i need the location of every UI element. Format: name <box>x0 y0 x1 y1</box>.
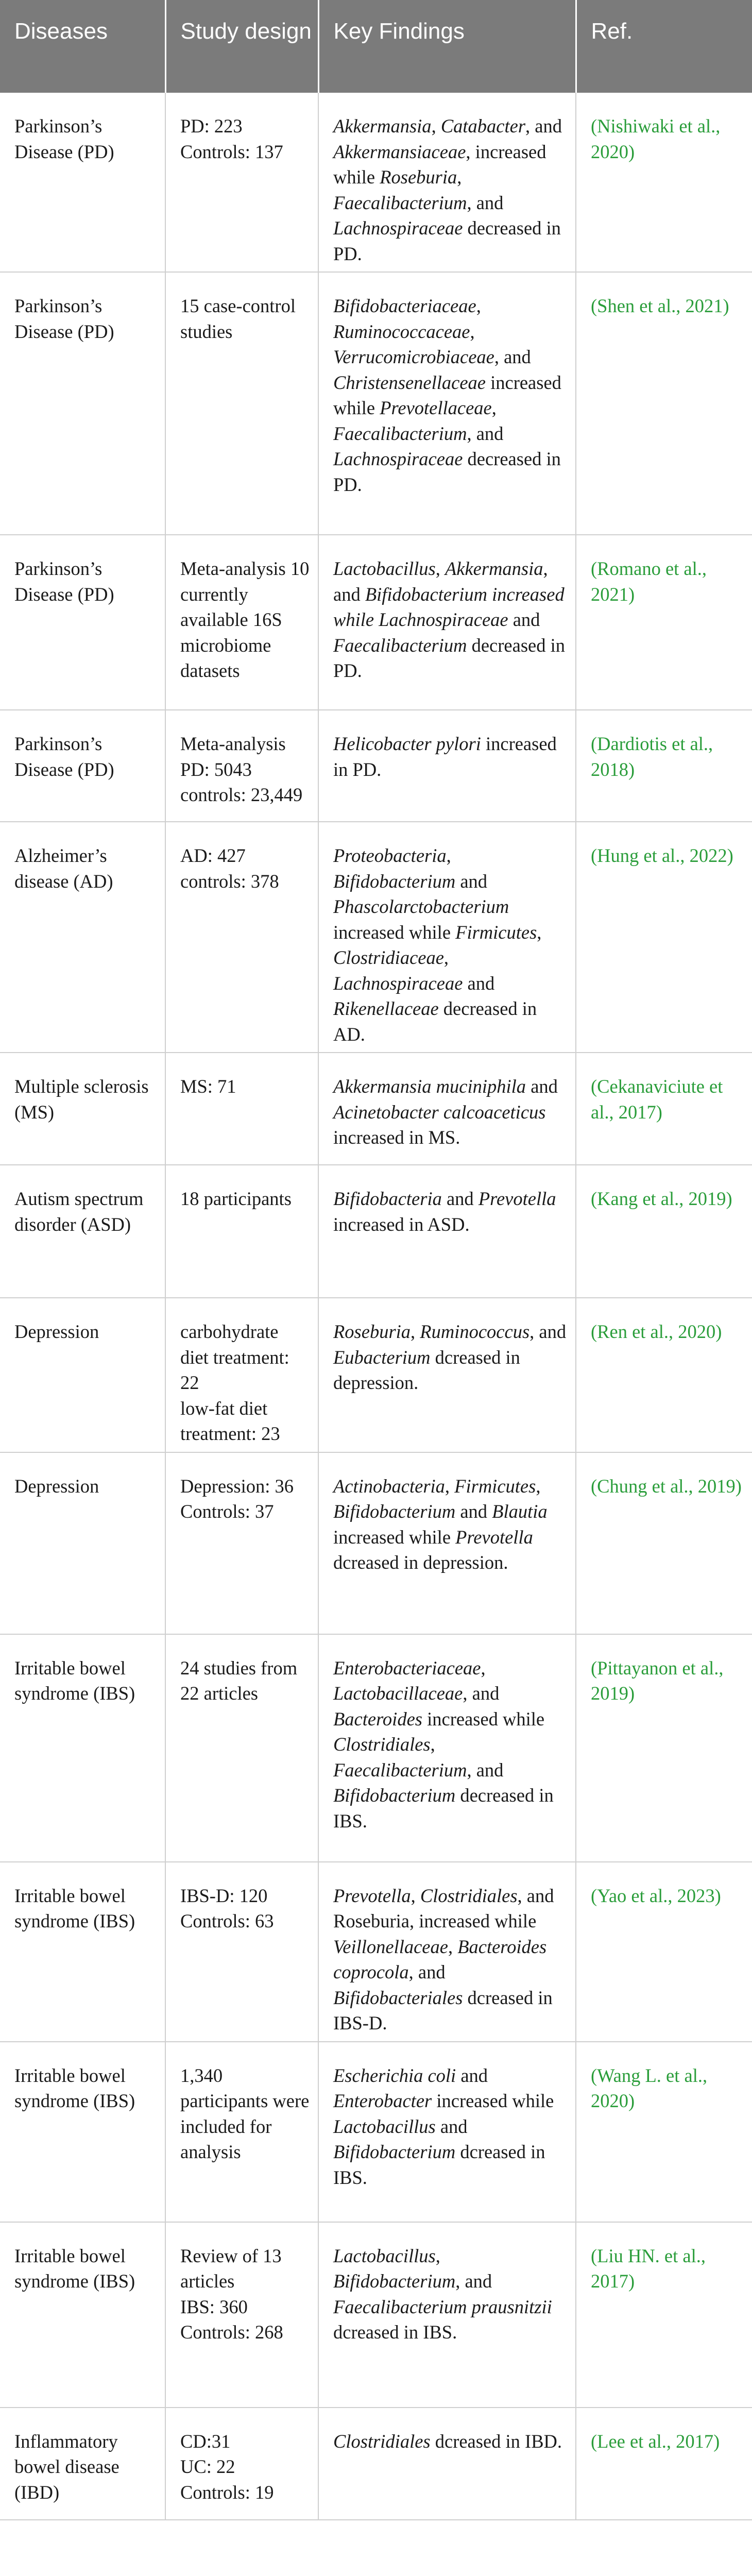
taxon-name: Roseburia <box>380 166 457 188</box>
table-body <box>0 93 752 2520</box>
key-findings-cell <box>318 1452 576 1634</box>
taxon-name: Bifidobacterium <box>333 2141 456 2162</box>
reference-cell <box>576 1452 752 1634</box>
findings-text: and <box>526 1076 558 1097</box>
study-design-cell <box>165 2222 318 2408</box>
taxon-name: Bifidobacterium <box>333 2270 456 2292</box>
findings-text: increased in PD. <box>333 733 557 780</box>
disease-cell: Parkinson’s Disease (PD) <box>0 272 165 535</box>
study-design-cell <box>165 2408 318 2520</box>
findings-text: decreased in AD. <box>333 998 537 1045</box>
table-row <box>0 710 752 822</box>
taxon-name: Enterobacter <box>333 2090 432 2111</box>
taxon-name: Roseburia <box>333 1321 411 1342</box>
taxon-name: Helicobacter pylori <box>333 733 481 754</box>
taxon-name: Lachnospiraceae <box>333 217 463 239</box>
taxon-name: Faecalibacterium <box>333 422 467 444</box>
taxon-name: Akkermansia muciniphila <box>333 1076 526 1097</box>
taxon-name: Ruminococcaceae <box>333 320 470 342</box>
taxon-name: Prevotella <box>478 1188 556 1209</box>
taxon-name: Catabacter <box>440 115 526 137</box>
header-study-design: Study design <box>165 0 318 93</box>
taxon-name: Faecalibacterium prausnitzii <box>333 2296 552 2317</box>
taxon-name: Veillonellaceae <box>333 1936 448 1957</box>
findings-text: , <box>411 1885 420 1906</box>
reference-link[interactable]: (Cekanaviciute et al., 2017) <box>591 1076 723 1123</box>
taxon-name: Firmicutes <box>455 921 537 943</box>
study-design-cell <box>165 535 318 710</box>
taxon-name: Blautia <box>492 1501 548 1522</box>
reference-link[interactable]: (Wang L. et al., 2020) <box>591 2064 708 2111</box>
reference-link[interactable]: (Ren et al., 2020) <box>591 1321 722 1342</box>
reference-cell <box>576 1298 752 1452</box>
taxon-name: Clostridiales <box>333 2430 431 2452</box>
findings-text: , and Roseburia, increased while <box>333 1885 554 1931</box>
reference-cell <box>576 1634 752 1862</box>
table-row <box>0 93 752 272</box>
findings-text: , and <box>494 346 531 367</box>
findings-text: , and <box>467 422 504 444</box>
taxon-name: Bifidobacterium <box>333 1501 456 1522</box>
findings-text: , <box>430 1734 435 1755</box>
study-design-line: 1,340 participants were included for analysis <box>180 2064 310 2162</box>
disease-cell: Irritable bowel syndrome (IBS) <box>0 2042 165 2222</box>
findings-text: and <box>435 2115 468 2137</box>
key-findings-cell <box>318 1862 576 2042</box>
reference-link[interactable]: (Kang et al., 2019) <box>591 1188 732 1209</box>
taxon-name: Bifidobacterium increased while Lachnospiraceae <box>333 583 565 630</box>
taxon-name: Lactobacillaceae <box>333 1683 463 1704</box>
table-row <box>0 2222 752 2408</box>
findings-text: , <box>537 921 542 943</box>
study-design-line: CD:31 <box>180 2430 231 2452</box>
header-row <box>0 0 752 93</box>
header-diseases: Diseases <box>0 0 165 93</box>
findings-text: decreased in PD. <box>333 448 561 495</box>
key-findings-cell <box>318 710 576 822</box>
taxon-name: Clostridiales <box>333 1734 431 1755</box>
findings-text: increased in ASD. <box>333 1213 470 1235</box>
findings-text: decreased in PD. <box>333 634 565 681</box>
key-findings-cell <box>318 2042 576 2222</box>
study-design-line: Depression: 36 <box>180 1475 294 1497</box>
reference-cell <box>576 2408 752 2520</box>
taxon-name: Bifidobacterium <box>333 1785 456 1806</box>
findings-text: , <box>431 115 441 137</box>
study-design-line: PD: 223 <box>180 115 243 137</box>
findings-text: and <box>463 972 495 994</box>
table-row <box>0 272 752 535</box>
study-design-line: Controls: 268 <box>180 2321 283 2343</box>
findings-text: dcreased in depression. <box>333 1346 520 1393</box>
disease-cell: Inflammatory bowel disease (IBD) <box>0 2408 165 2520</box>
findings-text: , <box>445 1475 455 1497</box>
study-design-line: MS: 71 <box>180 1076 236 1097</box>
study-design-line: UC: 22 <box>180 2456 235 2477</box>
study-design-line: IBS: 360 <box>180 2296 248 2317</box>
reference-cell <box>576 2042 752 2222</box>
findings-text: , and <box>333 558 548 605</box>
reference-link[interactable]: (Pittayanon et al., 2019) <box>591 1657 724 1704</box>
findings-text: increased while <box>333 1526 456 1548</box>
taxon-name: Clostridiaceae <box>333 947 444 968</box>
taxon-name: Escherichia coli <box>333 2064 456 2086</box>
taxon-name: Eubacterium <box>333 1346 431 1368</box>
study-design-cell <box>165 1862 318 2042</box>
reference-cell <box>576 1053 752 1165</box>
disease-cell: Depression <box>0 1452 165 1634</box>
taxon-name: Prevotella <box>333 1885 411 1906</box>
disease-cell: Multiple sclerosis (MS) <box>0 1053 165 1165</box>
taxon-name: Akkermansia <box>445 558 543 579</box>
study-design-line: 15 case-control studies <box>180 295 296 342</box>
study-design-line: 18 participants <box>180 1188 292 1209</box>
table-row <box>0 1452 752 1634</box>
reference-cell <box>576 822 752 1053</box>
reference-cell <box>576 535 752 710</box>
reference-link[interactable]: (Liu HN. et al., 2017) <box>591 2245 706 2292</box>
disease-cell: Parkinson’s Disease (PD) <box>0 710 165 822</box>
taxon-name: Verrucomicrobiaceae <box>333 346 494 367</box>
findings-text: and <box>441 1188 478 1209</box>
disease-cell: Depression <box>0 1298 165 1452</box>
study-design-cell <box>165 93 318 272</box>
taxon-name: Prevotella <box>455 1526 533 1548</box>
findings-text: and <box>508 609 540 630</box>
table-row <box>0 1298 752 1452</box>
study-design-line: AD: 427 <box>180 845 246 866</box>
reference-link[interactable]: (Nishiwaki et al., 2020) <box>591 115 721 162</box>
disease-cell: Irritable bowel syndrome (IBS) <box>0 1862 165 2042</box>
taxon-name: Bifidobacteriaceae <box>333 295 476 316</box>
study-design-line: Controls: 137 <box>180 141 283 162</box>
study-design-cell <box>165 822 318 1053</box>
findings-text: decreased in PD. <box>333 217 561 264</box>
taxon-name: Bifidobacteria <box>333 1188 442 1209</box>
findings-text: dcreased in IBS. <box>333 2321 457 2343</box>
findings-text: decreased in IBS. <box>333 1785 554 1832</box>
taxon-name: Acinetobacter calcoaceticus <box>333 1101 546 1123</box>
reference-cell <box>576 272 752 535</box>
reference-cell <box>576 710 752 822</box>
study-design-line: low-fat diet treatment: 23 <box>180 1397 280 1444</box>
findings-text: , and <box>463 1683 500 1704</box>
taxon-name: Faecalibacterium <box>333 192 467 213</box>
key-findings-cell <box>318 93 576 272</box>
taxon-name: Clostridiales <box>420 1885 518 1906</box>
disease-cell: Irritable bowel syndrome (IBS) <box>0 2222 165 2408</box>
taxon-name: Lactobacillus <box>333 2245 436 2266</box>
header-ref: Ref. <box>576 0 752 93</box>
findings-text: increased while <box>333 921 456 943</box>
key-findings-cell <box>318 2408 576 2520</box>
taxon-name: Phascolarctobacterium <box>333 896 509 917</box>
key-findings-cell <box>318 1053 576 1165</box>
reference-cell <box>576 93 752 272</box>
findings-text: and <box>455 870 488 892</box>
taxon-name: Actinobacteria <box>333 1475 445 1497</box>
key-findings-cell <box>318 1634 576 1862</box>
findings-text: , and <box>467 1759 504 1781</box>
table-row <box>0 822 752 1053</box>
reference-link[interactable]: (Yao et al., 2023) <box>591 1885 721 1906</box>
reference-link[interactable]: (Shen et al., 2021) <box>591 295 729 316</box>
findings-text: , <box>491 397 497 418</box>
study-design-line: Controls: 37 <box>180 1501 274 1522</box>
taxon-name: Lactobacillus <box>333 558 436 579</box>
table-row <box>0 1634 752 1862</box>
taxon-name: Lachnospiraceae <box>333 448 463 469</box>
findings-text: dcreased in IBS. <box>333 2141 545 2188</box>
study-design-line: IBS-D: 120 <box>180 1885 268 1906</box>
taxon-name: Bacteroides <box>333 1708 422 1730</box>
findings-text: , <box>457 166 462 188</box>
reference-link[interactable]: (Dardiotis et al., 2018) <box>591 733 713 780</box>
taxon-name: Akkermansia <box>333 115 432 137</box>
findings-text: , increased while <box>333 141 546 188</box>
taxon-name: Ruminococcus <box>420 1321 530 1342</box>
taxon-name: Lachnospiraceae <box>333 972 463 994</box>
study-design-cell <box>165 1053 318 1165</box>
taxon-name: Christensenellaceae <box>333 371 486 393</box>
taxon-name: Enterobacteriaceae <box>333 1657 481 1679</box>
findings-text: , and <box>525 115 562 137</box>
disease-cell: Parkinson’s Disease (PD) <box>0 535 165 710</box>
reference-link[interactable]: (Romano et al., 2021) <box>591 558 707 605</box>
findings-text: , <box>481 1657 486 1679</box>
study-design-line: Controls: 19 <box>180 2481 274 2503</box>
study-design-cell <box>165 272 318 535</box>
key-findings-cell <box>318 1298 576 1452</box>
study-design-cell <box>165 710 318 822</box>
study-design-cell <box>165 1165 318 1298</box>
study-design-line: Meta-analysis PD: 5043 controls: 23,449 <box>180 733 303 805</box>
findings-text: , and <box>408 1961 446 1982</box>
study-design-cell <box>165 1452 318 1634</box>
findings-text: and <box>456 2064 488 2086</box>
study-design-line: 24 studies from 22 articles <box>180 1657 298 1704</box>
taxon-name: Faecalibacterium <box>333 634 467 656</box>
taxon-name: Rikenellaceae <box>333 998 439 1019</box>
findings-text: , <box>446 845 451 866</box>
findings-text: increased while <box>422 1708 545 1730</box>
findings-text: , <box>435 558 445 579</box>
study-design-cell <box>165 2042 318 2222</box>
reference-cell <box>576 1165 752 1298</box>
reference-cell <box>576 2222 752 2408</box>
findings-text: dcreased in IBD. <box>430 2430 562 2452</box>
findings-text: , <box>476 295 481 316</box>
table-row <box>0 2408 752 2520</box>
study-design-line: controls: 378 <box>180 870 279 892</box>
taxon-name: Firmicutes <box>454 1475 536 1497</box>
taxon-name: Proteobacteria <box>333 845 447 866</box>
study-design-line: carbohydrate diet treatment: 22 <box>180 1321 289 1393</box>
key-findings-cell <box>318 535 576 710</box>
taxon-name: Lactobacillus <box>333 2115 436 2137</box>
table-row <box>0 1053 752 1165</box>
taxon-name: Bifidobacterium <box>333 870 456 892</box>
findings-text: , <box>448 1936 458 1957</box>
reference-link[interactable]: (Lee et al., 2017) <box>591 2430 720 2452</box>
disease-cell: Autism spectrum disorder (ASD) <box>0 1165 165 1298</box>
taxon-name: Bifidobacteriales <box>333 1987 463 2008</box>
findings-text: , and <box>467 192 504 213</box>
reference-link[interactable]: (Hung et al., 2022) <box>591 845 733 866</box>
table-row <box>0 2042 752 2222</box>
disease-cell: Irritable bowel syndrome (IBS) <box>0 1634 165 1862</box>
table-row <box>0 1165 752 1298</box>
findings-text: increased in MS. <box>333 1127 460 1148</box>
findings-text: , and <box>455 2270 492 2292</box>
taxon-name: Akkermansiaceae <box>333 141 466 162</box>
findings-text: , <box>411 1321 420 1342</box>
header-key-findings: Key Findings <box>318 0 576 93</box>
key-findings-cell <box>318 2222 576 2408</box>
key-findings-cell <box>318 1165 576 1298</box>
findings-text: , <box>443 947 449 968</box>
table-row <box>0 535 752 710</box>
findings-text: , and <box>529 1321 567 1342</box>
taxon-name: Faecalibacterium <box>333 1759 467 1781</box>
study-design-line: Controls: 63 <box>180 1910 274 1931</box>
disease-cell: Parkinson’s Disease (PD) <box>0 93 165 272</box>
study-design-line: Review of 13 articles <box>180 2245 282 2292</box>
disease-cell: Alzheimer’s disease (AD) <box>0 822 165 1053</box>
key-findings-cell <box>318 822 576 1053</box>
study-design-line: Meta-analysis 10 currently available 16S microbiome datasets <box>180 558 310 681</box>
table-row <box>0 1862 752 2042</box>
findings-text: increased while <box>333 371 561 418</box>
findings-text: , <box>470 320 475 342</box>
reference-cell <box>576 1862 752 2042</box>
findings-text: and <box>455 1501 492 1522</box>
study-design-cell <box>165 1634 318 1862</box>
findings-text: , <box>435 2245 440 2266</box>
key-findings-cell <box>318 272 576 535</box>
taxon-name: Prevotellaceae <box>380 397 492 418</box>
findings-text: dcreased in IBS-D. <box>333 1987 553 2033</box>
reference-link[interactable]: (Chung et al., 2019) <box>591 1475 742 1497</box>
findings-text: dcreased in depression. <box>333 1552 508 1573</box>
findings-text: , <box>536 1475 541 1497</box>
taxon-name: Bacteroides coprocola <box>333 1936 547 1982</box>
study-design-cell <box>165 1298 318 1452</box>
findings-text: increased while <box>432 2090 554 2111</box>
